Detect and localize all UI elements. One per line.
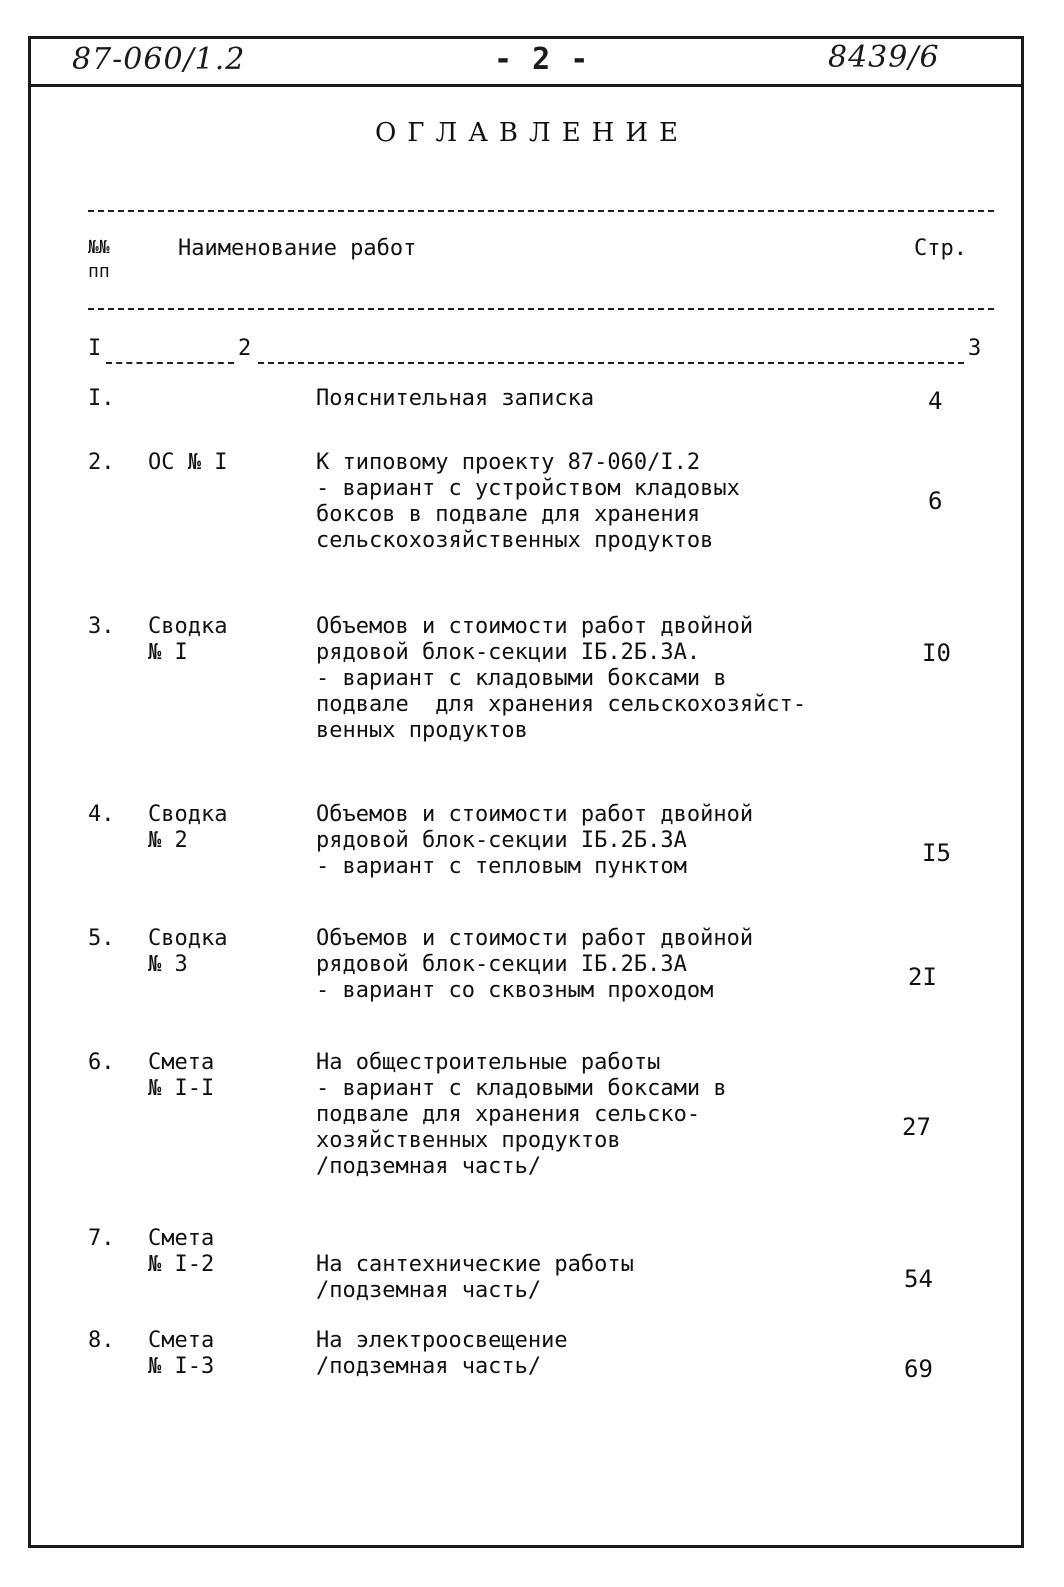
document-frame: [28, 36, 1024, 1548]
entry-number: 4.: [88, 802, 115, 827]
entry-text: Объемов и стоимости работ двойной рядовой блок-секции IБ.2Б.3А - вариант с тепловым пунктом: [316, 802, 754, 879]
entry-document-number: № I-3: [148, 1354, 215, 1379]
entry-document: Сводка: [148, 926, 228, 951]
entry-page: I5: [922, 839, 951, 867]
entry-document-number: № 2: [148, 828, 188, 853]
entry-text: На сантехнические работы /подземная часть/: [316, 1252, 634, 1303]
column-index-3: 3: [968, 336, 982, 361]
entry-number: I.: [88, 386, 115, 411]
entry-page: I0: [922, 639, 951, 667]
column-index-2: 2: [238, 336, 252, 361]
entry-document-number: № I-2: [148, 1252, 215, 1277]
entry-page: 6: [928, 487, 943, 515]
page-number: - 2 -: [494, 42, 590, 77]
column-index-1: I: [88, 336, 102, 361]
entry-text: К типовому проекту 87-060/I.2 - вариант с устройством кладовых боксов в подвале для хранения сельскохозяйственных продуктов: [316, 450, 740, 553]
sheet-code: 8439/6: [828, 40, 940, 75]
entry-document: Смета: [148, 1226, 215, 1251]
column-index-row: [88, 336, 994, 366]
column-index-dash: [258, 362, 964, 364]
entry-document: ОС № I: [148, 450, 228, 475]
table-header-rule: [88, 308, 994, 310]
entry-document-number: № I-I: [148, 1076, 215, 1101]
entry-number: 7.: [88, 1226, 115, 1251]
entry-text: На электроосвещение /подземная часть/: [316, 1328, 568, 1379]
entry-document-number: № I: [148, 640, 188, 665]
entry-number: 3.: [88, 614, 115, 639]
entry-number: 2.: [88, 450, 115, 475]
column-index-dash: [106, 362, 234, 364]
column-name-header: Наименование работ: [178, 236, 417, 261]
entry-document: Сводка: [148, 614, 228, 639]
entry-page: 2I: [908, 963, 937, 991]
table-top-rule: [88, 210, 994, 212]
doc-code: 87-060/1.2: [72, 42, 246, 77]
entry-page: 27: [902, 1113, 931, 1141]
column-page-header: Стр.: [914, 236, 967, 261]
entry-text: Объемов и стоимости работ двойной рядовой блок-секции IБ.2Б.3А. - вариант с кладовыми боксами в подвале для хранения сельскохозяйст- венных продуктов: [316, 614, 807, 743]
entry-document-number: № 3: [148, 952, 188, 977]
entry-document: Смета: [148, 1050, 215, 1075]
entry-document: Смета: [148, 1328, 215, 1353]
header-divider: [28, 84, 1024, 87]
entry-text: На общестроительные работы - вариант с кладовыми боксами в подвале для хранения сельско- хозяйственных продуктов /подземная часть/: [316, 1050, 727, 1179]
toc-title: ОГЛАВЛЕНИЕ: [374, 118, 690, 148]
entry-document: Сводка: [148, 802, 228, 827]
entry-text: Объемов и стоимости работ двойной рядовой блок-секции IБ.2Б.3А - вариант со сквозным проходом: [316, 926, 754, 1003]
column-number-header: №№ пп: [88, 237, 110, 282]
entry-page: 69: [904, 1355, 933, 1383]
entry-page: 4: [928, 387, 943, 415]
entry-number: 5.: [88, 926, 115, 951]
entry-text: Пояснительная записка: [316, 386, 595, 411]
entry-number: 8.: [88, 1328, 115, 1353]
entry-number: 6.: [88, 1050, 115, 1075]
entry-page: 54: [904, 1265, 933, 1293]
